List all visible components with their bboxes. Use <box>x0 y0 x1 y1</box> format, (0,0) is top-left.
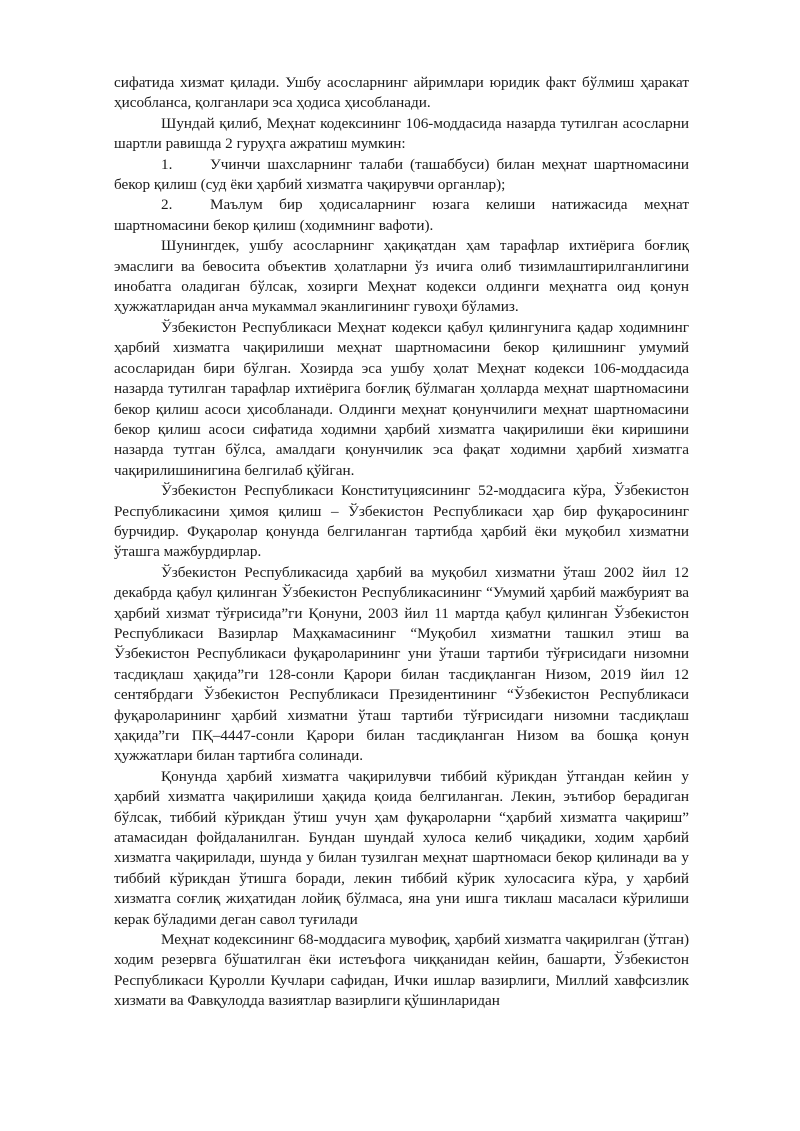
list-item-number: 1. <box>161 155 173 173</box>
paragraph-constitution: Ўзбекистон Республикаси Конституциясининг 52-моддасига кўра, Ўзбекистон Республикасини ҳимоя қилиш – Ўзбекистон Республикаси ҳар бир фуқаросининг бурчидир. Фуқаролар қонунда белгиланган тартибда ҳарбий ёки муқобил хизматни ўташга мажбурдирлар. <box>114 482 689 561</box>
document-body <box>114 73 689 1012</box>
paragraph-legal-acts: Ўзбекистон Республикасида ҳарбий ва муқобил хизматни ўташ 2002 йил 12 декабрда қабул қилинган Ўзбекистон Республикасининг “Умумий ҳарбий мажбурият ва ҳарбий хизмат тўғрисида”ги Қонуни, 2003 йил 11 мартда қабул қилинган Ўзбекистон Республикаси Вазирлар Маҳкамасининг “Муқобил хизматни ташкил этиш ва Ўзбекистон Республикаси фуқароларининг уни ўташи тартиби тўғрисидаги низомни тасдиқлаш ҳақида”ги 128-сонли Қарори билан тасдиқланган Низом, 2019 йил 12 сентябрдаги Ўзбекистон Республикаси Президентининг “Ўзбекистон Республикаси фуқароларининг ҳарбий хизматни ўташ тартиби тўғрисидаги низомни тасдиқлаш ҳақида”ги ПҚ–4447-сонли Қарори билан тасдиқланган Низом ва бошқа қонун ҳужжатлари билан тартибга солинади. <box>114 563 689 765</box>
list-item-text: Маълум бир ҳодисаларнинг юзага келиши натижасида меҳнат шартномасини бекор қилиш (ходимнинг вафоти). <box>114 196 689 234</box>
paragraph-labor-code-history: Ўзбекистон Республикаси Меҳнат кодекси қабул қилингунига қадар ходимнинг ҳарбий хизматга чақирилиши меҳнат шартномасини бекор қилишнинг умумий асосларидан бири бўлган. Хозирда эса ушбу ҳолат Меҳнат кодекси 106-моддасида назарда тутилган тарафлар ихтиёрига боғлиқ бўлмаган ҳолларда меҳнат шартномасини бекор қилиш асоси ҳисобланади. Олдинги меҳнат қонунчилиги меҳнат шартномасини бекор қилиш асоси сифатида ходимни ҳарбий хизматга чақирилиши ёки киришини назарда тутган бўлса, амалдаги қонунчилик эса фақат ходимни ҳарбий хизматга чақирилишинигина белгилаб қўйган. <box>114 318 689 479</box>
paragraph-continuation: сифатида хизмат қилади. Ушбу асосларнинг айримлари юридик факт бўлмиш ҳаракат ҳисобланса, қолганлари эса ҳодиса ҳисобланади. <box>114 74 689 112</box>
list-item-number: 2. <box>161 196 173 214</box>
paragraph-systematization: Шунингдек, ушбу асосларнинг ҳақиқатдан ҳам тарафлар ихтиёрига боғлиқ эмаслиги ва бевосита объектив ҳолатларни ўз ичига олиб тизимлаштирилганлигини инобатга оладиган бўлсак, хозирги Меҳнат кодекси олдинги меҳнатга оид қонун ҳужжатларидан анча мукаммал эканлигининг гувоҳи бўламиз. <box>114 237 689 316</box>
paragraph-medical-exam: Қонунда ҳарбий хизматга чақирилувчи тиббий кўрикдан ўтгандан кейин у ҳарбий хизматга чақирилиши ҳақида қоида белгиланган. Лекин, эътибор берадиган бўлсак, тиббий кўрикдан ўтиш учун ҳам фуқароларни “ҳарбий хизматга чақириш” атамасидан фойдаланилган. Бундан шундай хулоса келиб чиқадики, ходим ҳарбий хизматга чақирилади, шунда у билан тузилган меҳнат шартномаси бекор қилинади ва у тиббий кўрикдан ўтишга боради, лекин тиббий кўрик хулосасига кўра, у ҳарбий хизматга соғлиқ жиҳатидан лойиқ бўлмаса, яна уни ишга тиклаш масаласи кўрилиши керак бўладими деган савол туғилади <box>114 767 689 928</box>
list-item-text: Учинчи шахсларнинг талаби (ташаббуси) билан меҳнат шартномасини бекор қилиш (суд ёки ҳарбий хизматга чақирувчи органлар); <box>114 155 689 194</box>
list-item <box>114 195 689 236</box>
list-item <box>114 155 689 196</box>
paragraph-article-68: Меҳнат кодексининг 68-моддасига мувофиқ, ҳарбий хизматга чақирилган (ўтган) ходим резервга бўшатилган ёки истеъфога чиққанидан кейин, башарти, Ўзбекистон Республикаси Қуролли Кучлари сафидан, Ички ишлар вазирлиги, Миллий хавфсизлик хизмати ва Фавқулодда вазиятлар вазирлиги қўшинларидан <box>114 931 689 1010</box>
paragraph-grouping-intro: Шундай қилиб, Меҳнат кодексининг 106-моддасида назарда тутилган асосларни шартли равишда 2 гуруҳга ажратиш мумкин: <box>114 114 689 153</box>
